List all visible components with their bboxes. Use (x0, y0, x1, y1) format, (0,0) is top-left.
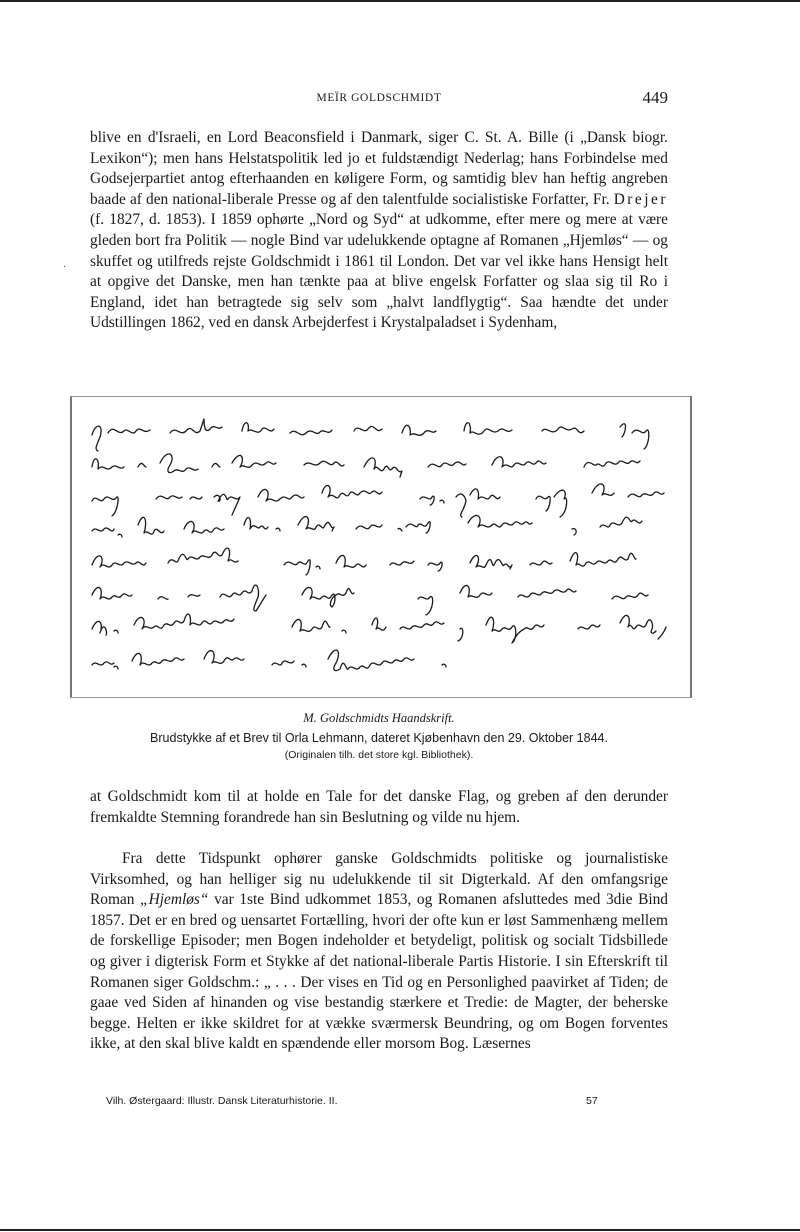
signature-number: 57 (586, 1095, 598, 1107)
page-header (90, 88, 668, 112)
figure-caption: Brudstykke af et Brev til Orla Lehmann, dateret Kjøbenhavn den 29. Oktober 1844. (150, 731, 608, 745)
figure-caption-source: (Originalen tilh. det store kgl. Bibliothek). (284, 749, 474, 761)
handwriting-facsimile (70, 396, 692, 698)
running-head: MEÏR GOLDSCHMIDT (316, 92, 442, 104)
paragraph-1-text-a: blive en d'Israeli, en Lord Beaconsfield i Danmark, siger C. St. A. Bille (i „Dansk biogr. Lexikon“); men hans Helstatspolitik led jo et fuldstændigt Nederlag; hans Forbindelse med Godsejerpartiet antog efterhaanden en køligere Form, og samtidig blev han heftig angreben baade af den national-liberale Presse og af den talentfulde socialistiske Forfatter, Fr. (90, 129, 668, 208)
handwriting-scribble (72, 397, 690, 697)
figure-caption-title: M. Goldschmidts Haandskrift. (303, 711, 455, 725)
paragraph-3-text-b: var 1ste Bind udkommet 1853, og Romanen afsluttedes med 3die Bind 1857. Det er en bred og uensartet Fortælling, hvori der ofte kun er løst Sammenhæng mellem de forskellige Episoder; men Bogen indeholder et betydeligt, politisk og socialt Tidsbillede og giver i digterisk Form et Stykke af det national-liberale Partis Historie. I sin Efterskrift til Romanen siger Goldschm.: „ . . . Der vises en Tid og en Personlighed paavirket af Tiden; de gaae ved Siden af hinanden og vise bestandig stærkere et Tredie: de Magter, der beherske begge. Helten er ikke skildret for at vække sværmersk Beundring, og om Bogen forventes ikke, at den skal blive kaldt en spændende eller morsom Bog. Læsernes (90, 891, 668, 1053)
bottom-edge-rule (0, 1229, 800, 1231)
page-footer (106, 1095, 606, 1111)
body-paragraph-2: at Goldschmidt kom til at holde en Tale for det danske Flag, og greben af den derunder fremkaldte Stemning forandrede han sin Beslutning og vilde nu hjem. (90, 788, 668, 826)
novel-title-italic: „Hjemløs“ (140, 891, 209, 909)
page-number: 449 (642, 88, 668, 107)
body-paragraph-3 (90, 849, 668, 1055)
author-name-spaced: Drejer (613, 190, 668, 208)
top-edge-rule (0, 0, 800, 2)
margin-dot: · (63, 262, 67, 273)
footer-source: Vilh. Østergaard: Illustr. Dansk Literaturhistorie. II. (106, 1095, 338, 1107)
body-paragraph-1 (90, 128, 668, 334)
paragraph-1-text-b: (f. 1827, d. 1853). I 1859 ophørte „Nord og Syd“ at udkomme, efter mere og mere at være gleden bort fra Politik — nogle Bind var udelukkende optagne af Romanen „Hjemløs“ — og skuffet og utilfreds rejste Goldschmidt i 1861 til London. Det var vel ikke hans Hensigt helt at opgive det Danske, men han tænkte paa at blive engelsk Forfatter og slaa sig til Ro i England, idet han betragtede sig selv som „halvt landflygtig“. Saa hændte det under Udstillingen 1862, ved en dansk Arbejderfest i Krystalpaladset i Sydenham, (90, 211, 668, 332)
paragraph-3-text-a: Fra dette Tidspunkt ophører ganske Goldschmidts politiske og journalistiske Virksomhed, og han helliger sig nu udelukkende til sit Digterkald. Af den omfangsrige Roman (90, 850, 668, 909)
